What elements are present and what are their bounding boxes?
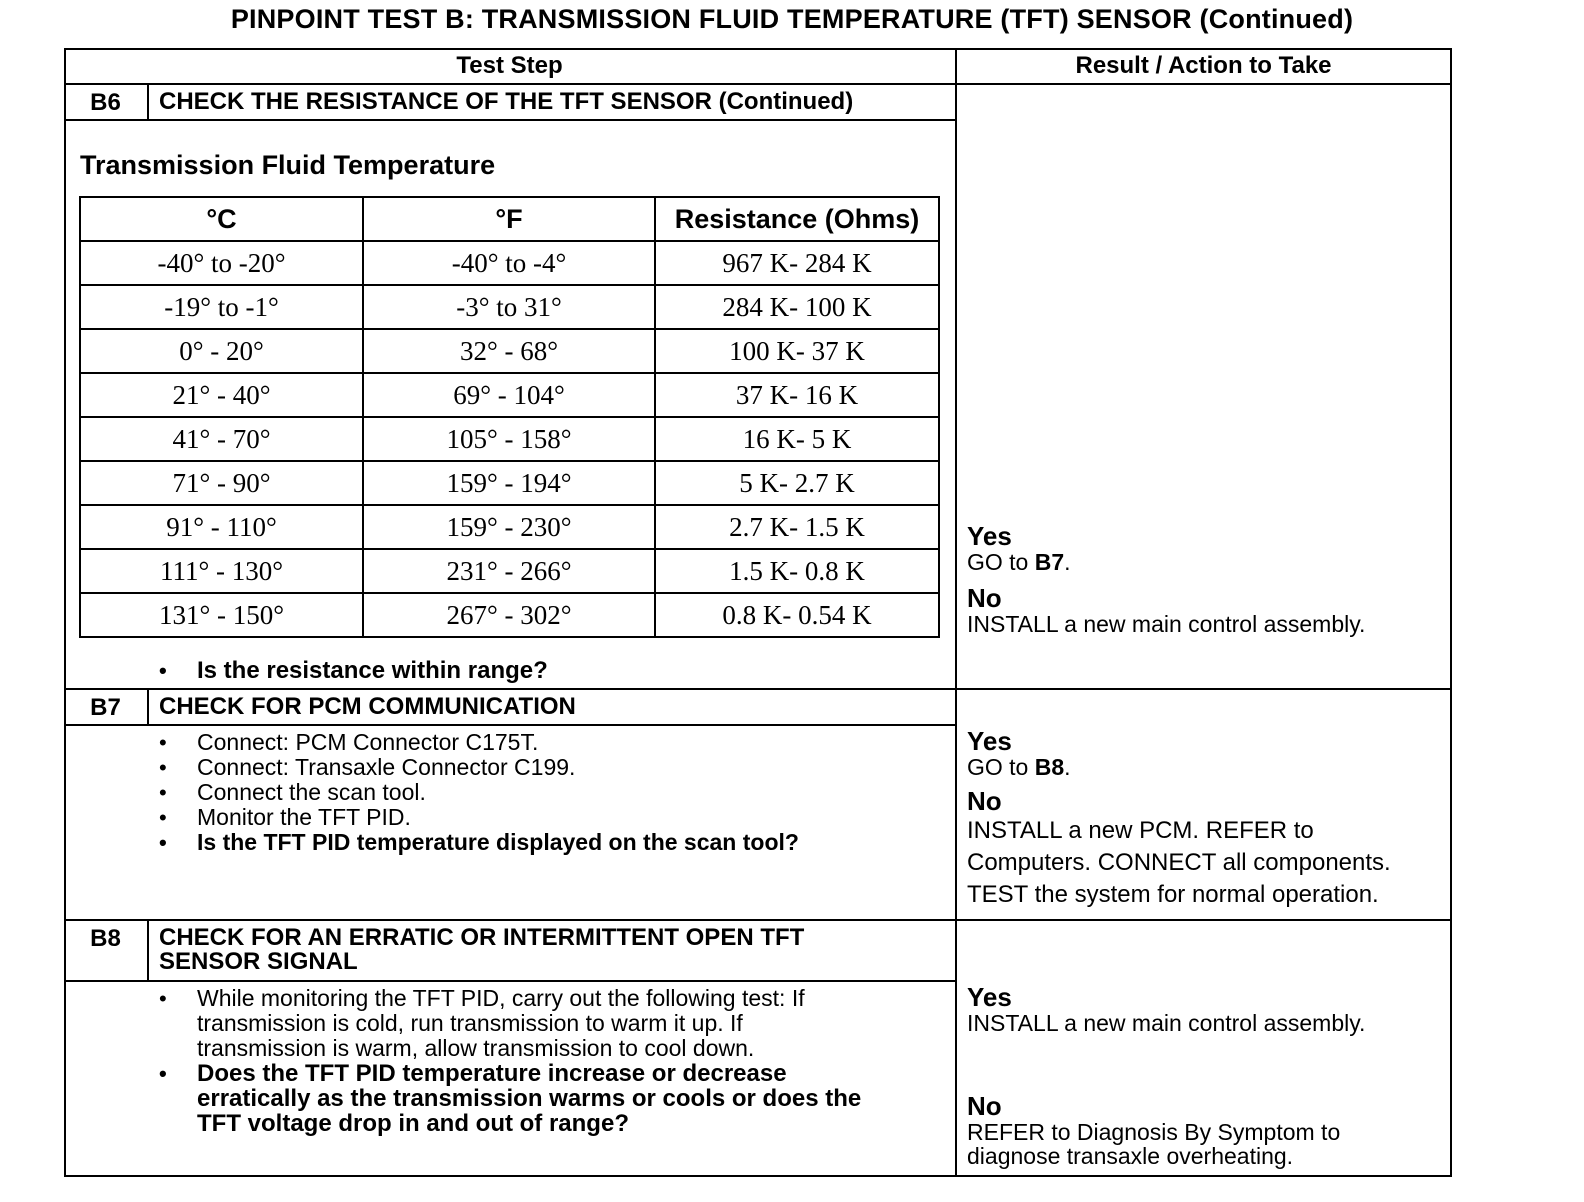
page-title: PINPOINT TEST B: TRANSMISSION FLUID TEMPERATURE (TFT) SENSOR (Continued) [230, 4, 1354, 34]
col-resistance: Resistance (Ohms) [655, 197, 939, 241]
b8-yes-label: Yes [967, 982, 1012, 1012]
b6-no-action: INSTALL a new main control assembly. [967, 611, 1366, 637]
tft-table-title: Transmission Fluid Temperature [80, 150, 496, 180]
table-row [80, 329, 939, 373]
table-row [80, 373, 939, 417]
b7-yes-action: GO to B8. [967, 754, 1071, 780]
header-test-step: Test Step [456, 52, 563, 79]
b7-no-action: INSTALL a new PCM. REFER to Computers. CONNECT all components. TEST the system for normal operation. [967, 817, 1391, 908]
b8-result-no [967, 1092, 1340, 1168]
b8-num-divider [147, 920, 149, 981]
header-result: Result / Action to Take [1075, 52, 1332, 79]
b7-step-title: CHECK FOR PCM COMMUNICATION [159, 693, 576, 720]
cell-resistance: 16 K- 5 K [655, 417, 939, 461]
b8-no-label: No [967, 1091, 1002, 1121]
b8-step-list [159, 986, 861, 1136]
cell-celsius: 91° - 110° [80, 505, 363, 549]
table-row [80, 241, 939, 285]
cell-fahrenheit: 105° - 158° [363, 417, 655, 461]
b7-step: • Connect: Transaxle Connector C199. [159, 755, 799, 780]
b6-yes-action: GO to B7. [967, 549, 1071, 575]
b6-step-title: CHECK THE RESISTANCE OF THE TFT SENSOR (Continued) [159, 88, 854, 115]
table-row [80, 505, 939, 549]
table-row [80, 549, 939, 593]
cell-resistance: 2.7 K- 1.5 K [655, 505, 939, 549]
cell-resistance: 284 K- 100 K [655, 285, 939, 329]
b8-result-yes [967, 983, 1365, 1035]
table-header-row [80, 197, 939, 241]
cell-fahrenheit: -40° to -4° [363, 241, 655, 285]
cell-celsius: 131° - 150° [80, 593, 363, 637]
cell-resistance: 100 K- 37 K [655, 329, 939, 373]
column-divider [955, 48, 957, 1177]
b7-step: • Connect: PCM Connector C175T. [159, 730, 799, 755]
cell-celsius: 111° - 130° [80, 549, 363, 593]
b8-step: • While monitoring the TFT PID, carry out the following test: If transmission is cold, run transmission to warm it up. If transmission is warm, allow transmission to cool down. [159, 986, 861, 1061]
cell-fahrenheit: -3° to 31° [363, 285, 655, 329]
b7-result [967, 727, 1391, 911]
b8-no-action: REFER to Diagnosis By Symptom to diagnose transaxle overheating. [967, 1119, 1341, 1169]
col-fahrenheit: °F [363, 197, 655, 241]
b8-top-line [64, 919, 1452, 921]
cell-celsius: 71° - 90° [80, 461, 363, 505]
cell-celsius: -19° to -1° [80, 285, 363, 329]
cell-celsius: 21° - 40° [80, 373, 363, 417]
b6-question-list [159, 658, 548, 683]
b7-yes-label: Yes [967, 726, 1012, 756]
cell-fahrenheit: 159° - 230° [363, 505, 655, 549]
b6-yes-label: Yes [967, 521, 1012, 551]
header-divider [64, 83, 1452, 85]
table-row [80, 593, 939, 637]
cell-resistance: 1.5 K- 0.8 K [655, 549, 939, 593]
b7-top-line [64, 688, 1452, 690]
b7-yes-target[interactable]: B8 [1034, 754, 1065, 780]
cell-resistance: 5 K- 2.7 K [655, 461, 939, 505]
frame-right [1450, 48, 1452, 1177]
b6-no-label: No [967, 583, 1002, 613]
b8-step-title: CHECK FOR AN ERRATIC OR INTERMITTENT OPEN TFT SENSOR SIGNAL [159, 924, 805, 975]
b6-result [967, 522, 1365, 636]
b6-step-number: B6 [90, 89, 121, 116]
cell-fahrenheit: 69° - 104° [363, 373, 655, 417]
b6-num-divider [147, 84, 149, 120]
b7-title-bottom-line [64, 724, 955, 726]
cell-resistance: 0.8 K- 0.54 K [655, 593, 939, 637]
b6-yes-target[interactable]: B7 [1034, 549, 1065, 575]
cell-celsius: 0° - 20° [80, 329, 363, 373]
tft-resistance-table [79, 196, 940, 638]
frame-left [64, 48, 66, 1177]
b6-title-bottom-line [64, 119, 955, 121]
cell-fahrenheit: 231° - 266° [363, 549, 655, 593]
cell-resistance: 37 K- 16 K [655, 373, 939, 417]
b7-step-list [159, 730, 799, 855]
cell-fahrenheit: 159° - 194° [363, 461, 655, 505]
cell-fahrenheit: 32° - 68° [363, 329, 655, 373]
cell-fahrenheit: 267° - 302° [363, 593, 655, 637]
table-row [80, 417, 939, 461]
b7-step-number: B7 [90, 694, 121, 721]
col-celsius: °C [80, 197, 363, 241]
b8-title-bottom-line [64, 980, 955, 982]
cell-celsius: -40° to -20° [80, 241, 363, 285]
b7-step: • Monitor the TFT PID. [159, 805, 799, 830]
table-row [80, 285, 939, 329]
b8-step-number: B8 [90, 925, 121, 952]
b7-num-divider [147, 689, 149, 725]
b6-question: • Is the resistance within range? [159, 658, 548, 683]
b8-yes-action: INSTALL a new main control assembly. [967, 1010, 1366, 1036]
table-row [80, 461, 939, 505]
b7-no-label: No [967, 786, 1002, 816]
frame-bottom [64, 1175, 1452, 1177]
b7-step: • Connect the scan tool. [159, 780, 799, 805]
frame-top [64, 48, 1452, 50]
b7-question: • Is the TFT PID temperature displayed on the scan tool? [159, 830, 799, 855]
cell-resistance: 967 K- 284 K [655, 241, 939, 285]
cell-celsius: 41° - 70° [80, 417, 363, 461]
b8-question: • Does the TFT PID temperature increase or decrease erratically as the transmission warms or cools or does the TFT voltage drop in and out of range? [159, 1061, 861, 1136]
